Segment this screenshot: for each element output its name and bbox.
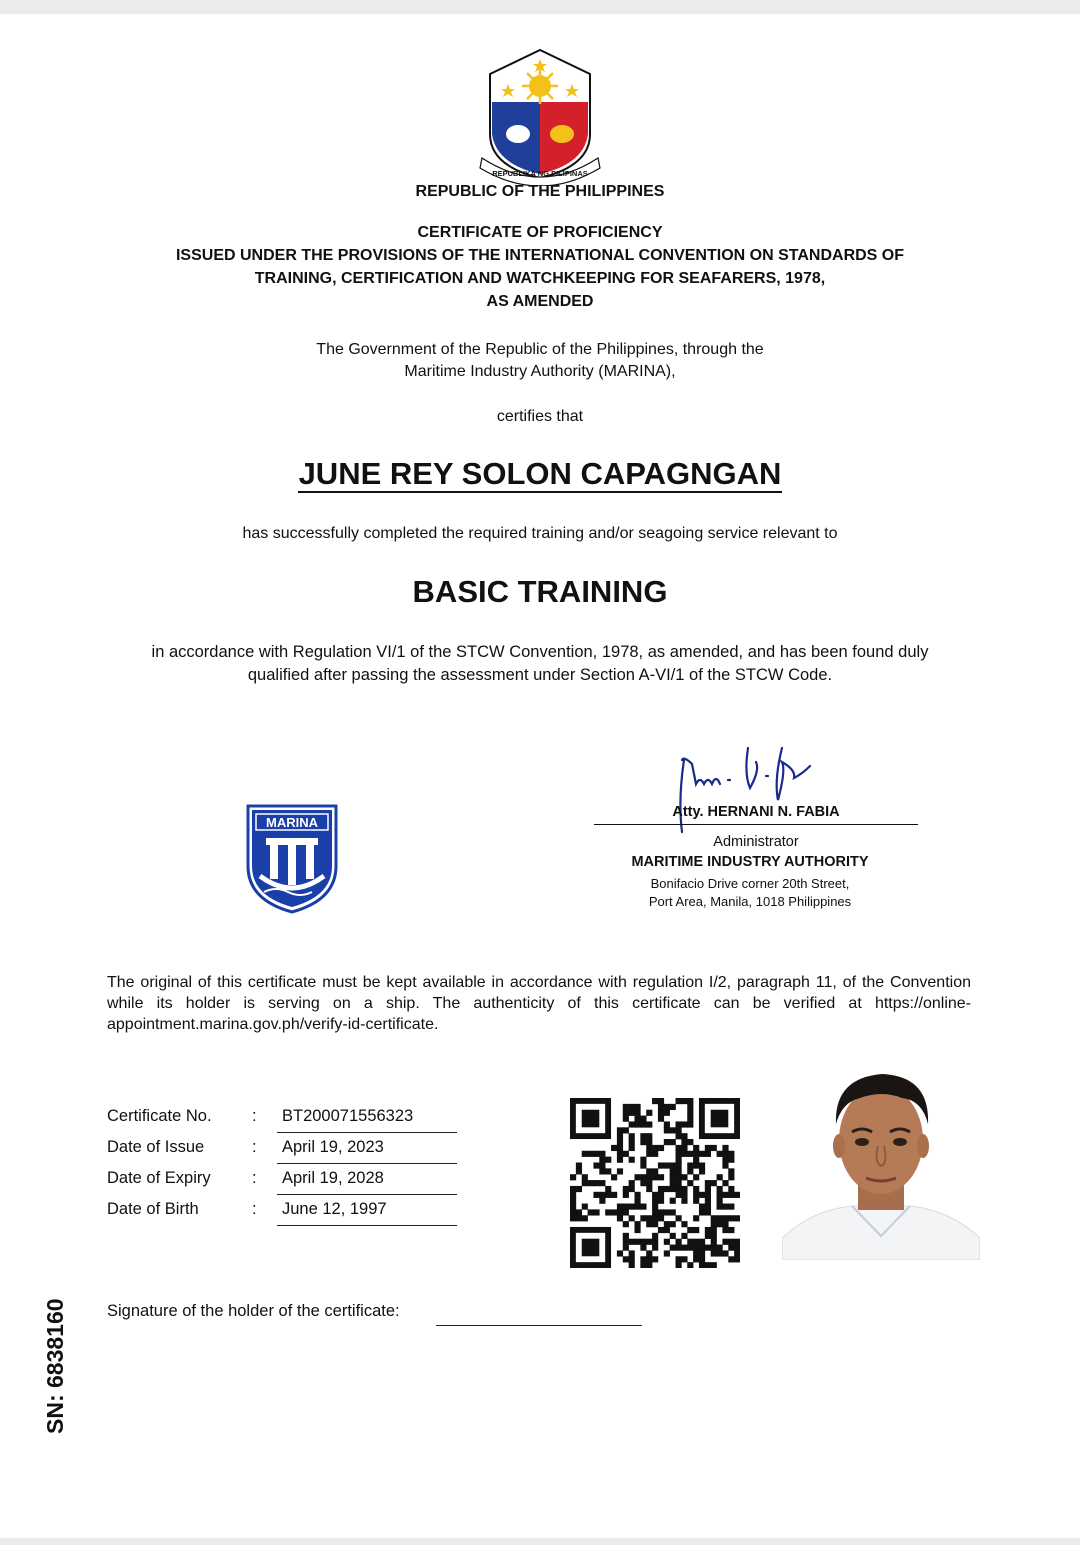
verification-notice: The original of this certificate must be kept available in accordance with regulation I/2, paragraph 11, of the Convention while its holder is serving on a ship. The authenticity of this certificate can be verified at https://online-appointment.marina.gov.ph/verify-id-certificate. — [107, 974, 971, 1033]
certificate-details — [107, 1102, 467, 1226]
holder-signature-label: Signature of the holder of the certificate: — [107, 1302, 400, 1320]
holder-name: JUNE REY SOLON CAPAGNGAN — [298, 456, 782, 491]
issuing-government-text: The Government of the Republic of the Philippines, through the Maritime Industry Authority (MARINA), — [316, 341, 764, 380]
regulation-text: in accordance with Regulation VI/1 of the STCW Convention, 1978, as amended, and has been found duly qualified after passing the assessment under Section A-VI/1 of the STCW Code. — [151, 643, 929, 684]
date-of-issue: April 19, 2023 — [277, 1138, 457, 1164]
certificate-number: BT200071556323 — [277, 1107, 457, 1133]
authority-address: Bonifacio Drive corner 20th Street, Port Area, Manila, 1018 Philippines — [648, 876, 852, 909]
authority-name: MARITIME INDUSTRY AUTHORITY — [631, 854, 869, 870]
detail-row: Date of Issue : April 19, 2023 — [107, 1133, 467, 1164]
signatory-name: Atty. HERNANI N. FABIA — [672, 804, 840, 820]
signatory-line — [594, 824, 918, 825]
detail-row: Date of Expiry : April 19, 2028 — [107, 1164, 467, 1195]
completion-text: has successfully completed the required training and/or seagoing service relevant to — [242, 525, 838, 542]
course-title: BASIC TRAINING — [412, 574, 668, 609]
administrator-signature-icon — [670, 740, 820, 836]
svg-text:REPUBLIKA NG PILIPINAS: REPUBLIKA NG PILIPINAS — [492, 169, 588, 178]
serial-number: SN: 6838160 — [42, 1298, 68, 1434]
date-of-birth: June 12, 1997 — [277, 1200, 457, 1226]
holder-photo — [782, 1060, 980, 1260]
marina-logo-icon — [246, 804, 338, 914]
svg-text:MARINA: MARINA — [266, 815, 318, 830]
holder-signature-line — [436, 1325, 642, 1326]
date-of-expiry: April 19, 2028 — [277, 1169, 457, 1195]
certificate-type-heading: CERTIFICATE OF PROFICIENCY ISSUED UNDER THE PROVISIONS OF THE INTERNATIONAL CONVENTION ON STANDARDS OF TRAINING, CERTIFICATION AND WATCHKEEPING FOR SEAFARERS, 1978, AS AMENDED — [175, 224, 905, 310]
qr-code-icon[interactable] — [570, 1098, 740, 1268]
philippine-coat-of-arms-icon — [474, 46, 606, 186]
certificate-page — [0, 14, 1080, 1538]
certifies-that-text: certifies that — [496, 408, 584, 425]
signatory-title: Administrator — [713, 834, 799, 850]
republic-heading: REPUBLIC OF THE PHILIPPINES — [415, 183, 665, 200]
detail-row: Certificate No. : BT200071556323 — [107, 1102, 467, 1133]
detail-row: Date of Birth : June 12, 1997 — [107, 1195, 467, 1226]
